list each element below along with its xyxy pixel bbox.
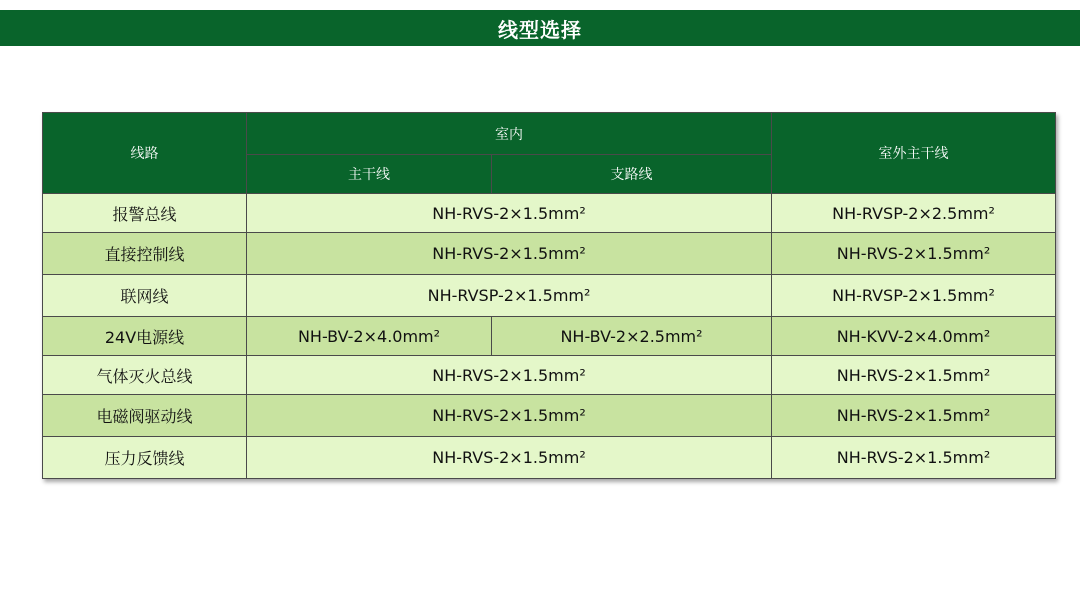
row-outdoor-cable: NH-RVS-2×1.5mm²: [772, 356, 1056, 395]
table-row: [43, 233, 1056, 275]
row-outdoor-cable: NH-RVS-2×1.5mm²: [772, 395, 1056, 437]
header-indoor: 室内: [247, 113, 772, 155]
header-line: 线路: [43, 113, 247, 194]
table-row: [43, 194, 1056, 233]
header-branch: 支路线: [492, 155, 772, 194]
row-indoor-cable: NH-RVS-2×1.5mm²: [247, 395, 772, 437]
row-name: 压力反馈线: [43, 437, 247, 479]
table-row: [43, 317, 1056, 356]
title-bar: [0, 10, 1080, 46]
row-name: 气体灭火总线: [43, 356, 247, 395]
row-outdoor-cable: NH-RVS-2×1.5mm²: [772, 233, 1056, 275]
row-name: 联网线: [43, 275, 247, 317]
row-outdoor-cable: NH-RVSP-2×2.5mm²: [772, 194, 1056, 233]
row-trunk-cable: NH-BV-2×4.0mm²: [247, 317, 492, 356]
row-name: 电磁阀驱动线: [43, 395, 247, 437]
row-branch-cable: NH-BV-2×2.5mm²: [492, 317, 772, 356]
row-name: 24V电源线: [43, 317, 247, 356]
row-name: 报警总线: [43, 194, 247, 233]
header-trunk: 主干线: [247, 155, 492, 194]
table-row: [43, 437, 1056, 479]
header-row-1: [43, 113, 1056, 155]
header-outdoor-trunk: 室外主干线: [772, 113, 1056, 194]
row-name: 直接控制线: [43, 233, 247, 275]
page-title: 线型选择: [498, 17, 582, 42]
row-outdoor-cable: NH-RVS-2×1.5mm²: [772, 437, 1056, 479]
row-outdoor-cable: NH-KVV-2×4.0mm²: [772, 317, 1056, 356]
table-row: [43, 395, 1056, 437]
table-row: [43, 275, 1056, 317]
wire-type-table: [42, 112, 1056, 479]
row-indoor-cable: NH-RVS-2×1.5mm²: [247, 356, 772, 395]
row-indoor-cable: NH-RVS-2×1.5mm²: [247, 233, 772, 275]
row-indoor-cable: NH-RVSP-2×1.5mm²: [247, 275, 772, 317]
row-outdoor-cable: NH-RVSP-2×1.5mm²: [772, 275, 1056, 317]
row-indoor-cable: NH-RVS-2×1.5mm²: [247, 194, 772, 233]
table-row: [43, 356, 1056, 395]
row-indoor-cable: NH-RVS-2×1.5mm²: [247, 437, 772, 479]
